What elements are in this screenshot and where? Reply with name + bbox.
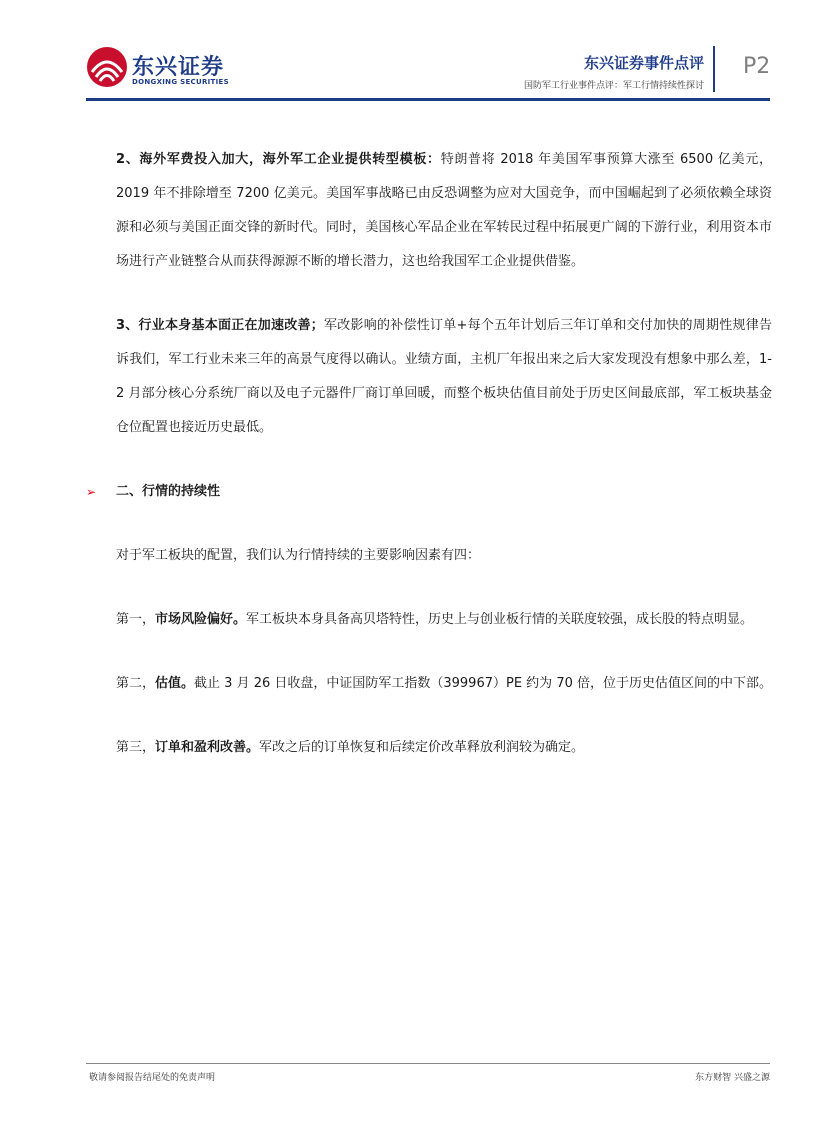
header-rule [86,98,770,101]
factor-ordinal: 第三， [116,740,156,755]
factor-text: 军工板块本身具备高贝塔特性，历史上与创业板行情的关联度较强，成长股的特点明显。 [246,612,754,627]
page-header [0,0,827,105]
footer-rule [86,1063,770,1064]
company-logo [86,46,229,92]
section-heading [86,475,772,509]
paragraph-factor-two [116,667,772,701]
factor-text: 军改之后的订单恢复和后续定价改革释放利润较为确定。 [259,740,585,755]
factor-text: 截止 3 月 26 日收盘，中证国防军工指数（399967）PE 约为 70 倍，位于历史估值区间的中下部。 [194,676,772,691]
factor-ordinal: 第一， [116,612,156,627]
header-divider [713,46,715,92]
disclaimer-notice: 敬请参阅报告结尾处的免责声明 [89,1073,216,1083]
paragraph-factor-one [116,603,772,637]
paragraph-intro: 对于军工板块的配置，我们认为行情持续的主要影响因素有四： [116,548,481,563]
report-subtitle: 国防军工行业事件点评：军工行情持续性探讨 [523,81,704,91]
paragraph-text: 特朗普将 2018 年美国军事预算大涨至 6500 亿美元，2019 年不排除增至 7200 亿美元。美国军事战略已由反恐调整为应对大国竞争，而中国崛起到了必须依赖全球资源和必须与美国正面交锋的新时代。同时，美国核心军品企业在军转民过程中拓展更广阔的下游行业，利用资本市场进行产业链整合从而获得源源不断的增长潜力，这也给我国军工企业提供借鉴。 [116,152,772,269]
paragraph-lead: 3、行业本身基本面正在加速改善； [116,318,324,333]
report-title: 东兴证券事件点评 [583,54,704,72]
logo-text-cn: 东兴证券 [132,55,225,80]
section-title: 二、行情的持续性 [116,484,221,499]
arrow-bullet-icon: ➢ [86,485,97,499]
page-number: P2 [743,54,771,79]
document-body [86,143,772,765]
paragraph-text: 军改影响的补偿性订单+每个五年计划后三年订单和交付加快的周期性规律告诉我们，军工行业未来三年的高景气度得以确认。业绩方面，主机厂年报出来之后大家发现没有想象中那么差，1-2 月部分核心分系统厂商以及电子元器件厂商订单回暖，而整个板块估值目前处于历史区间最底部，军工板块基金仓位配置也接近历史最低。 [116,318,772,435]
logo-mark-icon [86,46,128,88]
logo-text-en: DONGXING SECURITIES [132,78,229,86]
paragraph-overseas-military [116,143,772,279]
company-slogan: 东方财智 兴盛之源 [695,1073,770,1083]
paragraph-factor-three [116,731,772,765]
factor-title: 订单和盈利改善。 [155,740,260,755]
factor-title: 估值。 [155,676,195,691]
factor-ordinal: 第二， [116,676,156,691]
paragraph-industry-fundamentals [116,309,772,445]
factor-title: 市场风险偏好。 [155,612,247,627]
paragraph-lead: 2、海外军费投入加大，海外军工企业提供转型模板： [116,152,441,167]
